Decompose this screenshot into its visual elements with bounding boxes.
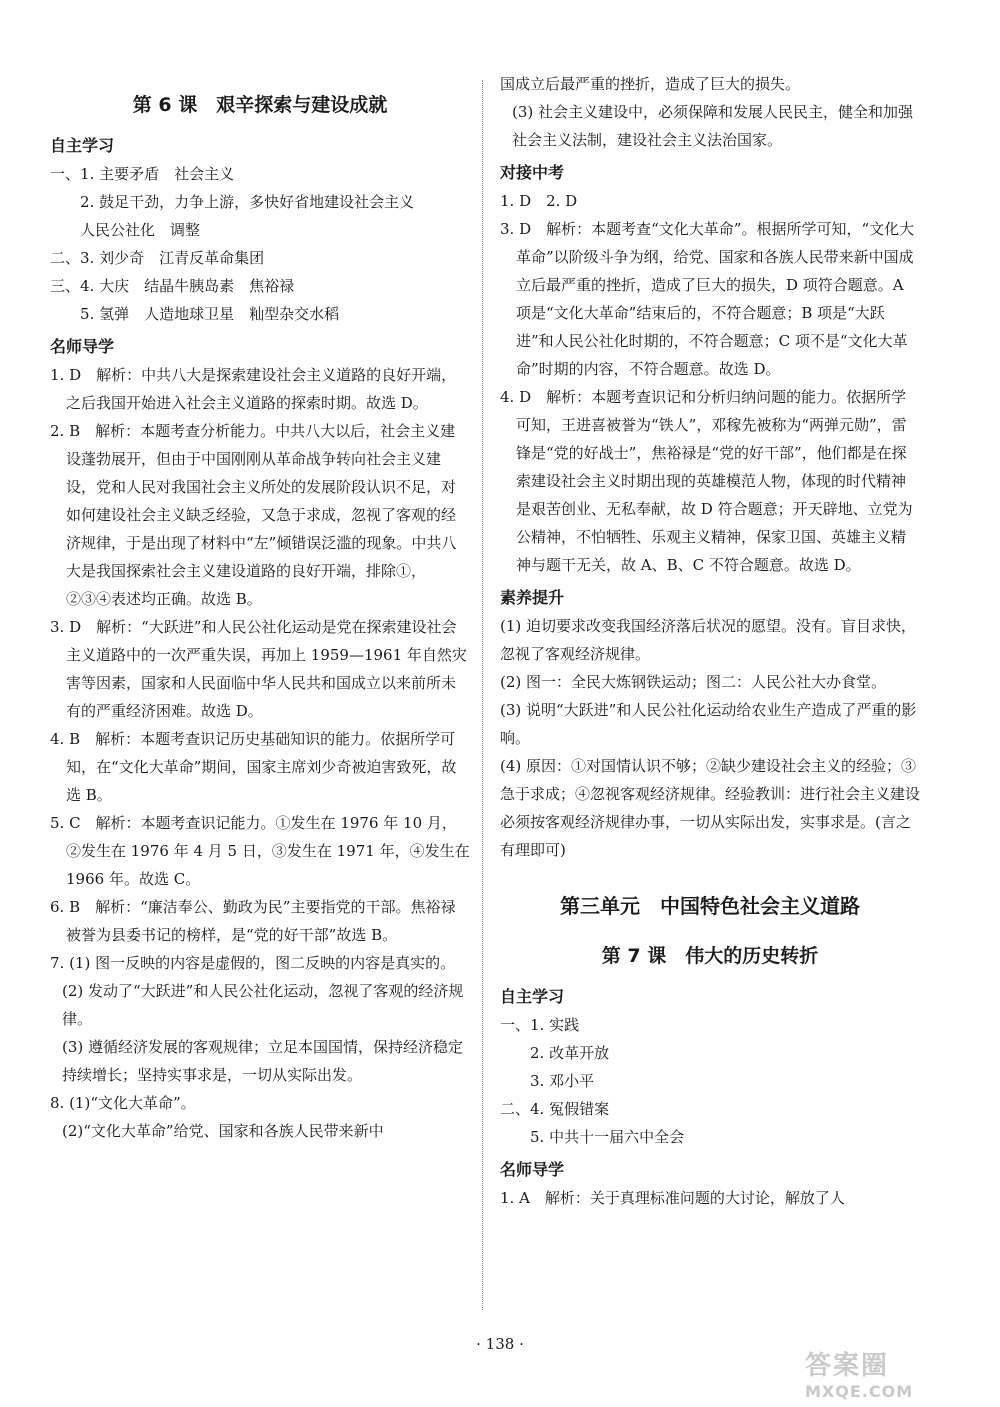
self-study-line: 二、3. 刘少奇 江青反革命集团 xyxy=(50,249,265,267)
right-column xyxy=(500,70,920,1212)
self-study-heading: 自主学习 xyxy=(50,136,115,155)
lesson-7-title: 第 7 课 伟大的历史转折 xyxy=(601,945,819,967)
self-study-line: 一、1. 主要矛盾 社会主义 xyxy=(50,165,235,183)
answer-item: 3. D 解析：“大跃进”和人民公社化运动是党在探索建设社会主义道路中的一次严重失误，再加上 1959—1961 年自然灾害等因素，国家和人民面临中华人民共和国成立以来前所未有的严重经济困难。故选 D。 xyxy=(50,618,467,720)
answer-item-7-sub: (2) 发动了“大跃进”和人民公社化运动，忽视了客观的经济规律。 xyxy=(62,982,464,1028)
teacher-guide-heading: 名师导学 xyxy=(50,337,115,356)
self-study-7-heading: 自主学习 xyxy=(500,987,565,1006)
literacy-item: (1) 迫切要求改变我国经济落后状况的愿望。没有。盲目求快，忽视了客观经济规律。 xyxy=(500,617,917,663)
self-study-line: 三、4. 大庆 结晶牛胰岛素 焦裕禄 xyxy=(50,277,295,295)
self-study-line: 2. 鼓足干劲，力争上游，多快好省地建设社会主义 xyxy=(80,193,415,211)
watermark-text-bottom: MXQE.COM xyxy=(805,1382,914,1401)
answer-item: 2. B 解析：本题考查分析能力。中共八大以后，社会主义建设蓬勃展开，但由于中国刚刚从革命战争转向社会主义建设，党和人民对我国社会主义所处的发展阶段认识不足，对如何建设社会主义缺乏经验，又急于求成，忽视了客观的经济规律，于是出现了材料中“左”倾错误泛滥的现象。中共八大是我国探索社会主义建设道路的良好开端，排除①，②③④表述均正确。故选 B。 xyxy=(50,422,457,608)
exam-item: 1. D 2. D xyxy=(500,192,578,210)
literacy-item: (2) 图一：全民大炼钢铁运动；图二：人民公社大办食堂。 xyxy=(500,673,887,691)
self-study-7-line: 2. 改革开放 xyxy=(530,1044,610,1062)
left-column xyxy=(50,70,470,1145)
self-study-7-line: 3. 邓小平 xyxy=(530,1072,595,1090)
guide-7-item: 1. A 解析：关于真理标准问题的大讨论，解放了人 xyxy=(500,1189,845,1207)
column-divider xyxy=(482,80,483,1310)
self-study-7-line: 一、1. 实践 xyxy=(500,1016,580,1034)
answer-item-7-sub: (3) 遵循经济发展的客观规律；立足本国国情，保持经济稳定持续增长；坚持实事求是，一切从实际出发。 xyxy=(62,1038,464,1084)
literacy-item: (4) 原因：①对国情认识不够；②缺少建设社会主义的经验；③急于求成；④忽视客观经济规律。经验教训：进行社会主义建设必须按客观经济规律办事，一切从实际出发，实事求是。(言之有理即可) xyxy=(500,757,921,859)
answer-item: 6. B 解析：“廉洁奉公、勤政为民”主要指党的干部。焦裕禄被誉为县委书记的榜样，是“党的好干部”故选 B。 xyxy=(50,898,456,944)
watermark-text-top: 答案圈 xyxy=(805,1351,890,1381)
self-study-7-line: 二、4. 冤假错案 xyxy=(500,1100,610,1118)
page-number: · 138 · xyxy=(476,1335,524,1353)
unit-3-title: 第三单元 中国特色社会主义道路 xyxy=(560,894,860,918)
answer-item: 4. B 解析：本题考查识记历史基础知识的能力。依据所学可知，在“文化大革命”期间，国家主席刘少奇被迫害致死，故选 B。 xyxy=(50,730,457,804)
self-study-7-line: 5. 中共十一届六中全会 xyxy=(530,1128,685,1146)
answer-item-7: 7. (1) 图一反映的内容是虚假的，图二反映的内容是真实的。 xyxy=(50,954,456,972)
continuation-line: 国成立后最严重的挫折，造成了巨大的损失。 xyxy=(500,75,801,93)
answer-item: 5. C 解析：本题考查识记能力。①发生在 1976 年 10 月，②发生在 1976 年 4 月 5 日，③发生在 1971 年，④发生在 1966 年。故选 C。 xyxy=(50,814,470,888)
exam-item: 3. D 解析：本题考查“文化大革命”。根据所学可知，“文化大革命”以阶级斗争为纲，给党、国家和各族人民带来新中国成立后最严重的挫折，造成了巨大的损失，D 项符合题意。A 项是“文化大革命”结束后的，不符合题意；B 项是“大跃进”和人民公社化时期的，不符合题意；C 项不是“文化大革命”时期的内容，不符合题意。故选 D。 xyxy=(500,220,915,378)
answer-item-8: 8. (1)“文化大革命”。 xyxy=(50,1094,196,1112)
answer-item: 1. D 解析：中共八大是探索建设社会主义道路的良好开端，之后我国开始进入社会主义道路的探索时期。故选 D。 xyxy=(50,366,457,412)
self-study-line: 5. 氢弹 人造地球卫星 籼型杂交水稻 xyxy=(80,305,340,323)
watermark-logo xyxy=(805,1345,990,1400)
teacher-guide-7-heading: 名师导学 xyxy=(500,1160,565,1179)
literacy-heading: 素养提升 xyxy=(500,588,565,607)
self-study-line: 人民公社化 调整 xyxy=(80,221,201,239)
exam-item: 4. D 解析：本题考查识记和分析归纳问题的能力。依据所学可知，王进喜被誉为“铁人”，邓稼先被称为“两弹元勋”，雷锋是“党的好战士”，焦裕禄是“党的好干部”，他们都是在探索建设社会主义时期出现的英雄模范人物，体现的时代精神是艰苦创业、无私奉献，故 D 符合题意；开天辟地、立党为公精神，不怕牺牲、乐观主义精神，保家卫国、英雄主义精神与题干无关，故 A、B、C 不符合题意。故选 D。 xyxy=(500,388,913,574)
lesson-6-title: 第 6 课 艰辛探索与建设成就 xyxy=(132,94,388,116)
literacy-item: (3) 说明“大跃进”和人民公社化运动给农业生产造成了严重的影响。 xyxy=(500,701,917,747)
exam-heading: 对接中考 xyxy=(500,163,565,182)
answer-item-8-sub: (2)“文化大革命”给党、国家和各族人民带来新中 xyxy=(62,1122,384,1140)
continuation-line: (3) 社会主义建设中，必须保障和发展人民民主，健全和加强社会主义法制，建设社会主义法治国家。 xyxy=(512,103,914,149)
